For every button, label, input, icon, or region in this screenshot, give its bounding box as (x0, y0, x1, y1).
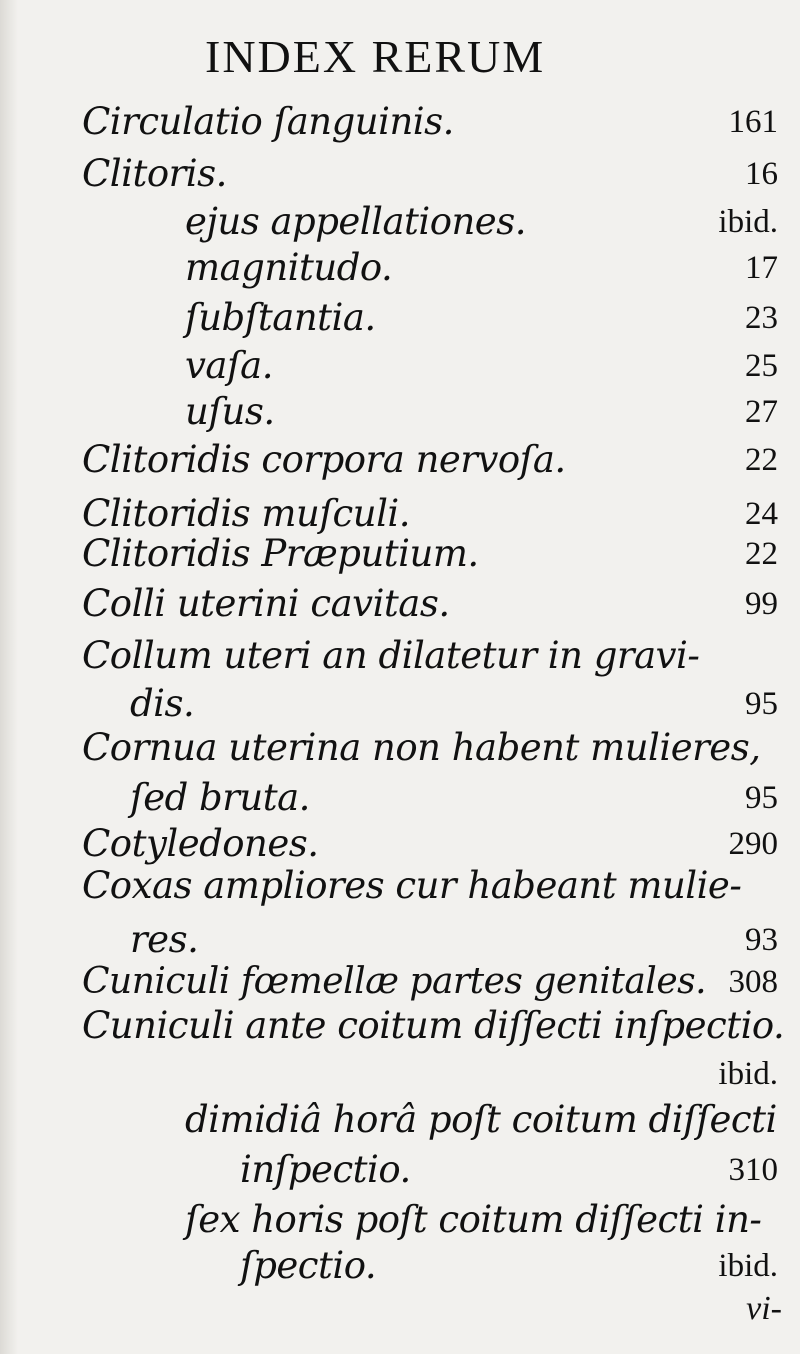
index-entry (0, 340, 800, 392)
entry-text: Clitoridis corpora nervoſa. (82, 438, 566, 481)
entry-page: 93 (745, 922, 778, 958)
entry-page: 25 (745, 348, 778, 384)
entry-page: 310 (728, 1152, 778, 1188)
index-entry (0, 578, 800, 630)
entry-text: Clitoris. (82, 152, 227, 195)
entry-text: Cuniculi ante coitum diſſecti inſpectio. (82, 1004, 785, 1047)
entry-text: Collum uteri an dilatetur in gravi- (82, 634, 700, 677)
entry-text: Colli uterini cavitas. (82, 582, 450, 625)
entry-text: vaſa. (185, 344, 273, 387)
entry-page: ibid. (718, 1056, 778, 1092)
entry-page: 22 (745, 442, 778, 478)
entry-text: Clitoridis muſculi. (82, 492, 410, 535)
entry-page: 16 (745, 156, 778, 192)
page-header: INDEX RERUM (205, 31, 546, 82)
entry-page: ibid. (718, 204, 778, 240)
index-entry (0, 860, 800, 912)
entry-text: Cuniculi fœmellæ partes genitales. (82, 961, 707, 1002)
index-entry (0, 242, 800, 294)
catchword: vi- (746, 1290, 782, 1327)
entry-text: ſed bruta. (130, 776, 310, 819)
entry-text: Clitoridis Præputium. (82, 532, 479, 575)
entry-text: ſex horis poſt coitum diſſecti in- (185, 1198, 762, 1241)
entry-page: 23 (745, 300, 778, 336)
index-entry (0, 528, 800, 580)
index-entry (0, 1144, 800, 1196)
index-entry (0, 1048, 800, 1100)
entry-text: Circulatio ſanguinis. (82, 100, 454, 143)
index-entry (0, 148, 800, 200)
entry-text: dis. (130, 682, 195, 725)
index-entry (0, 96, 800, 148)
entry-page: 95 (745, 686, 778, 722)
entry-text: res. (130, 918, 199, 961)
index-entry (0, 1194, 800, 1246)
index-entry (0, 722, 800, 774)
entry-page: 290 (728, 826, 778, 862)
entry-text: dimidiâ horâ poſt coitum diſſecti (185, 1098, 777, 1141)
entry-page: 99 (745, 586, 778, 622)
entry-page: 27 (745, 394, 778, 430)
entry-page: 24 (745, 496, 778, 532)
entry-page: 95 (745, 780, 778, 816)
index-entry (0, 1000, 800, 1052)
index-entry (0, 1094, 800, 1146)
entry-text: magnitudo. (185, 246, 393, 289)
index-entry (0, 772, 800, 824)
entry-text: uſus. (185, 390, 275, 433)
entry-text: Cotyledones. (82, 822, 319, 865)
entry-text: ſubſtantia. (185, 296, 376, 339)
entry-text: Cornua uterina non habent mulieres, (82, 726, 761, 769)
entry-page: ibid. (718, 1248, 778, 1284)
index-entry (0, 1240, 800, 1292)
entry-text: ſpectio. (240, 1244, 377, 1287)
index-entry (0, 386, 800, 438)
entry-text: Coxas ampliores cur habeant mulie- (82, 864, 742, 907)
entry-text: ejus appellationes. (185, 200, 526, 243)
index-entry (0, 292, 800, 344)
entry-page: 17 (745, 250, 778, 286)
entry-page: 22 (745, 536, 778, 572)
index-entry (0, 630, 800, 682)
entry-page: 308 (728, 964, 778, 1000)
entry-page: 161 (728, 104, 778, 140)
entry-text: inſpectio. (240, 1148, 411, 1191)
index-entry (0, 196, 800, 248)
index-entry (0, 434, 800, 486)
